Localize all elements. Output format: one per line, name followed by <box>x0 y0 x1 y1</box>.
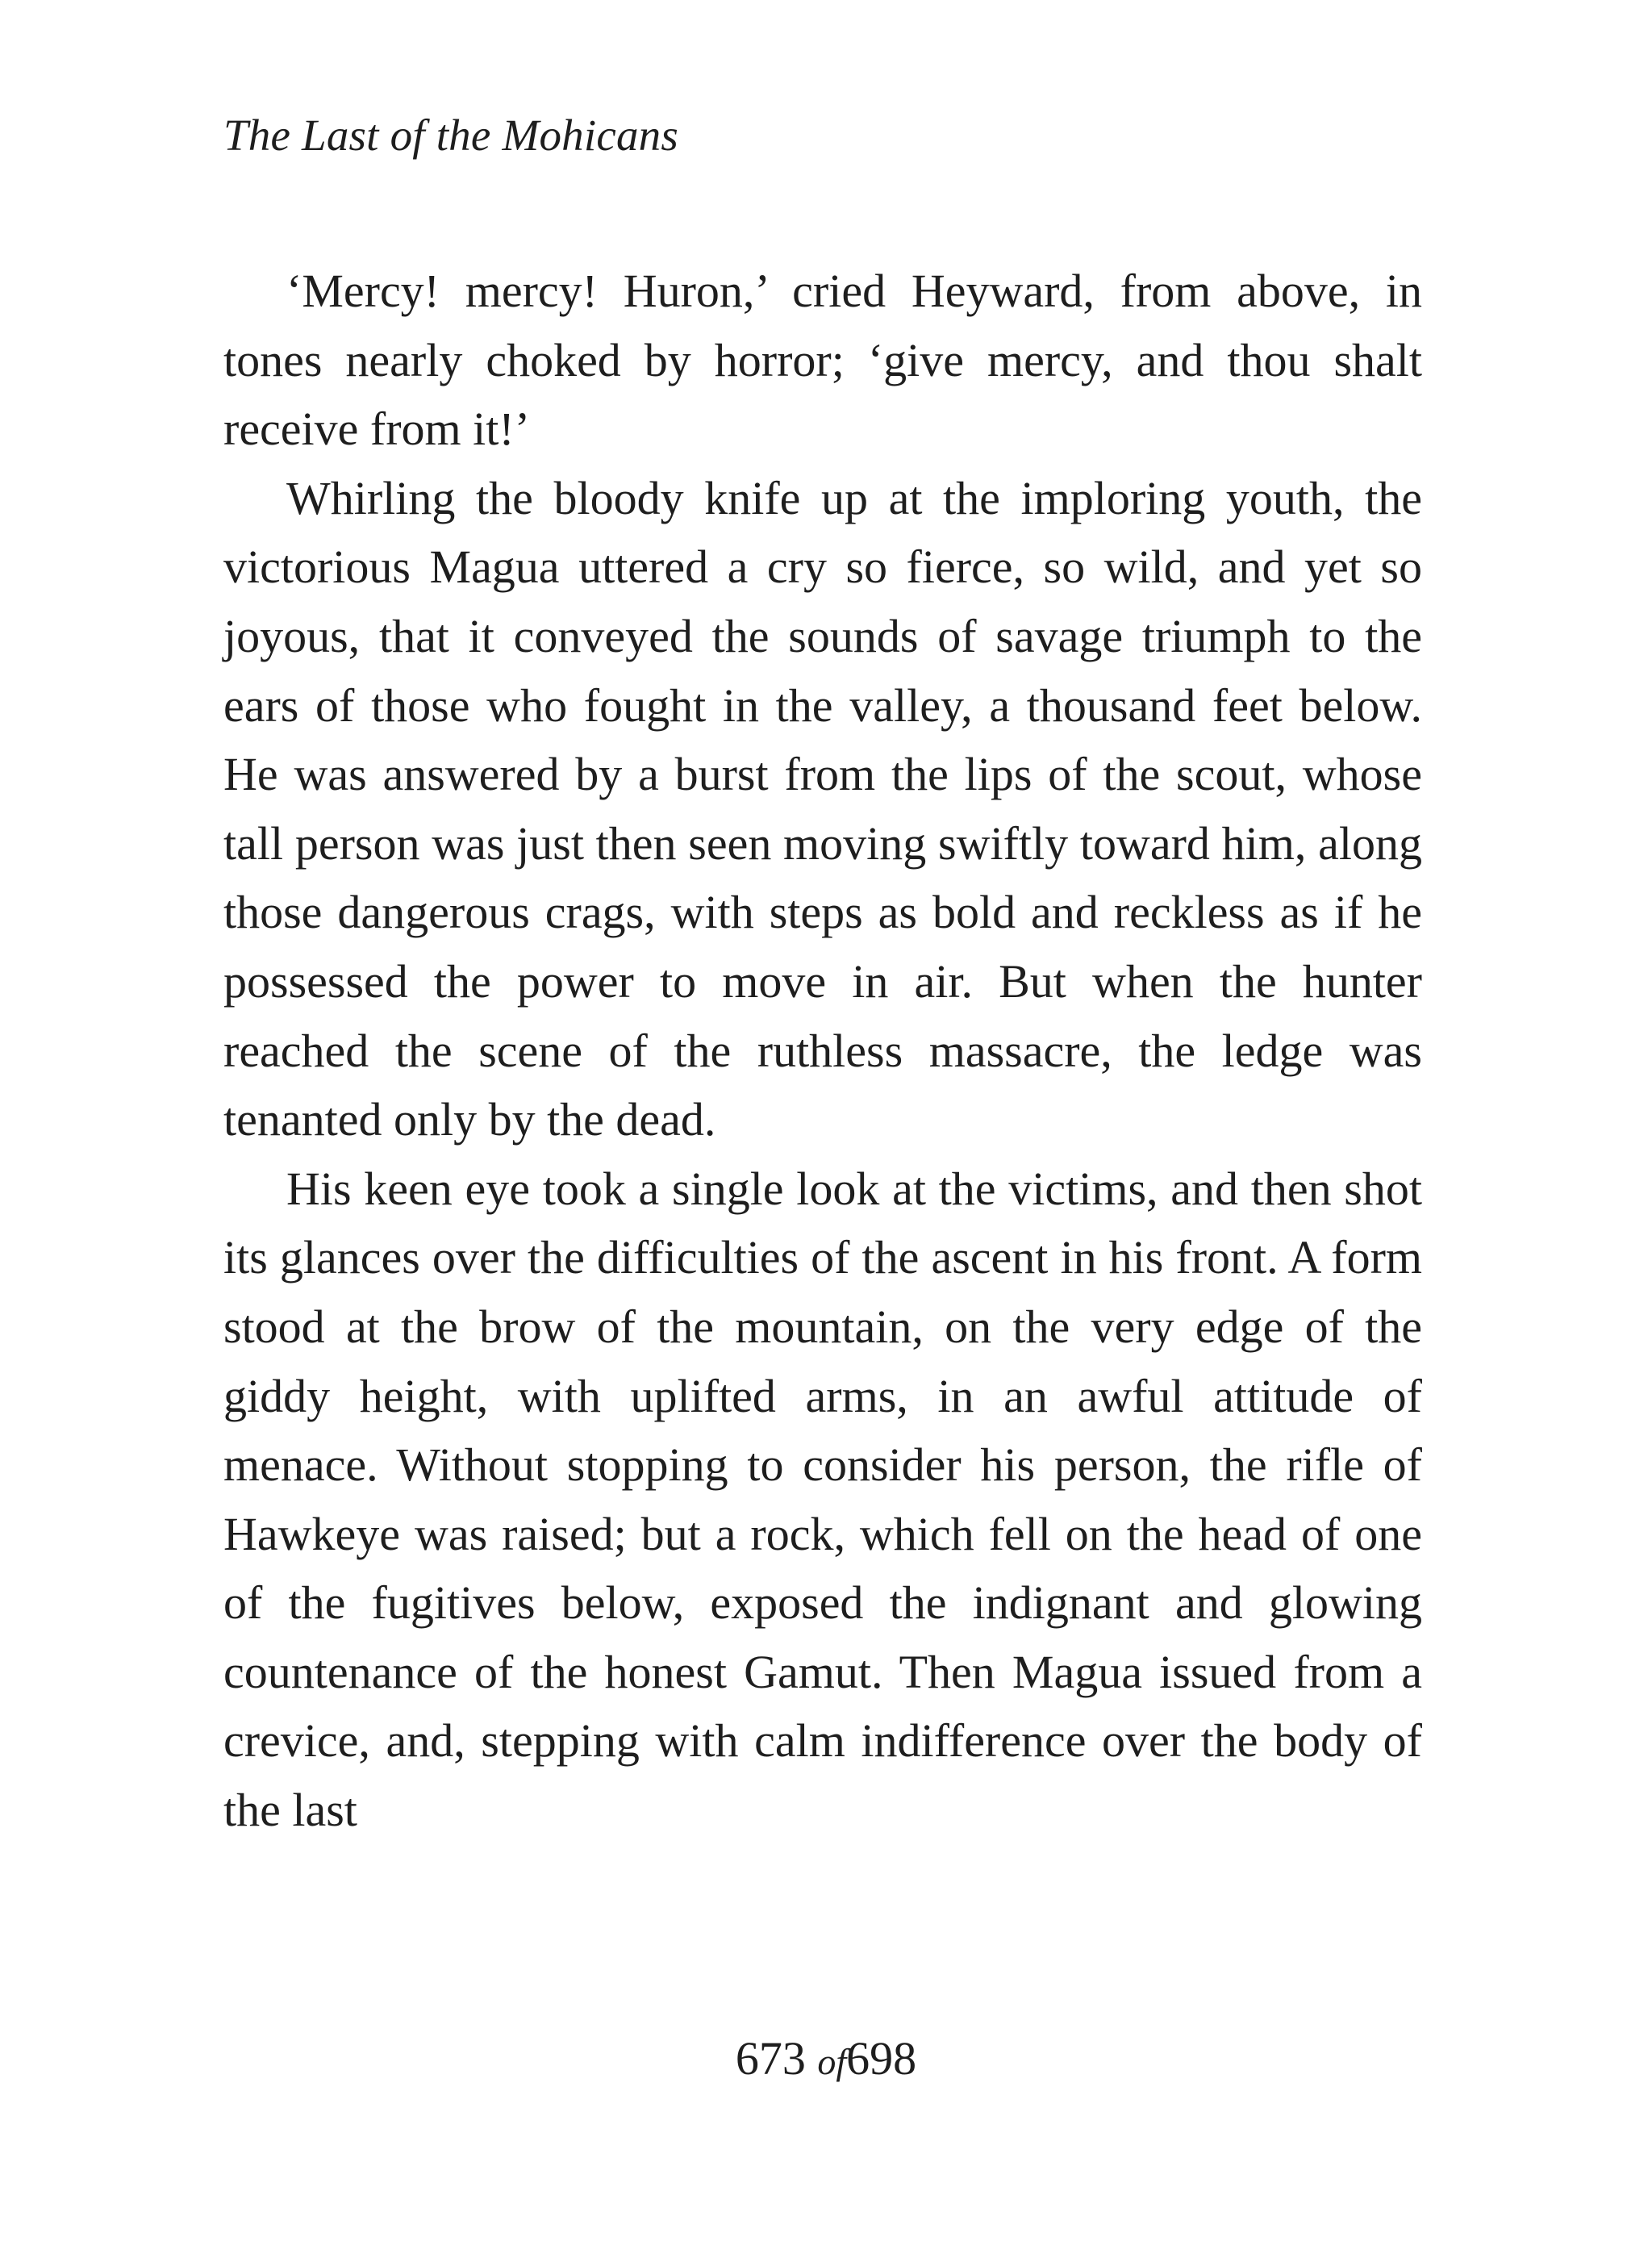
body-text <box>223 257 1422 1845</box>
paragraph: ‘Mercy! mercy! Huron,’ cried Heyward, from above, in tones nearly choked by horror; ‘give mercy, and thou shalt receive from it!’ <box>223 265 1422 456</box>
page-number <box>0 2027 1652 2094</box>
paragraph: His keen eye took a single look at the victims, and then shot its glances over the difficulties of the ascent in his front. A form stood at the brow of the mountain, on the very edge of the giddy height, with uplifted arms, in an awful attitude of menace. Without stopping to consider his person, the rifle of Hawkeye was raised; but a rock, which fell on the head of one of the fugitives below, exposed the indignant and glowing countenance of the honest Gamut. Then Magua issued from a crevice, and, stepping with calm indifference over the body of the last <box>223 1162 1422 1837</box>
paragraph: Whirling the bloody knife up at the imploring youth, the victorious Magua uttered a cry so fierce, so wild, and yet so joyous, that it conveyed the sounds of savage triumph to the ears of those who fought in the valley, a thousand feet below. He was answered by a burst from the lips of the scout, whose tall person was just then seen moving swiftly toward him, along those dangerous crags, with steps as bold and reckless as if he possessed the power to move in air. But when the hunter reached the scene of the ruthless massacre, the ledge was tenanted only by the dead. <box>223 471 1422 1146</box>
current-page-number: 673 <box>735 2032 806 2085</box>
total-pages-number: 698 <box>846 2032 917 2085</box>
page-of-label: of <box>817 2041 847 2082</box>
running-title: The Last of the Mohicans <box>223 111 678 160</box>
